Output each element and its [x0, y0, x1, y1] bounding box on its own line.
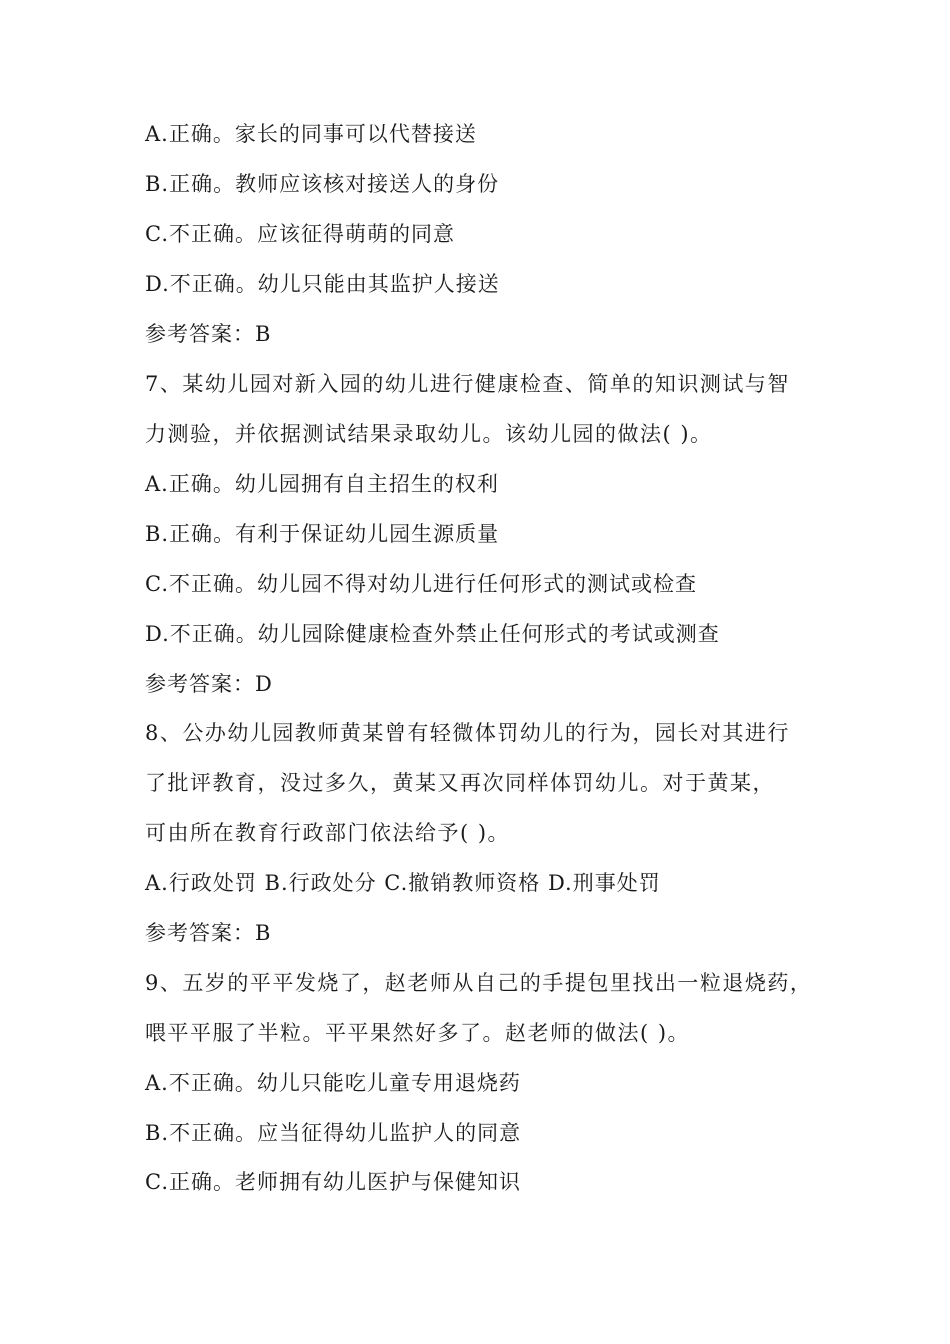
question-line: 9、五岁的平平发烧了，赵老师从自己的手提包里找出一粒退烧药，	[145, 971, 813, 995]
option-line: A.正确。幼儿园拥有自主招生的权利	[145, 472, 499, 496]
option-line: C.不正确。幼儿园不得对幼儿进行任何形式的测试或检查	[145, 572, 697, 596]
option-line: A.不正确。幼儿只能吃儿童专用退烧药	[145, 1071, 521, 1095]
answer-line: 参考答案：B	[145, 322, 272, 346]
option-line: A.正确。家长的同事可以代替接送	[145, 122, 477, 146]
question-line: 8、公办幼儿园教师黄某曾有轻微体罚幼儿的行为，园长对其进行	[145, 721, 790, 745]
question-line: 力测验，并依据测试结果录取幼儿。该幼儿园的做法( )。	[145, 422, 713, 446]
option-line: B.正确。有利于保证幼儿园生源质量	[145, 522, 500, 546]
question-line: 了批评教育，没过多久，黄某又再次同样体罚幼儿。对于黄某，	[145, 771, 775, 795]
question-line: 喂平平服了半粒。平平果然好多了。赵老师的做法( )。	[145, 1021, 691, 1045]
question-line: 可由所在教育行政部门依法给予( )。	[145, 821, 511, 845]
option-line: D.不正确。幼儿园除健康检查外禁止任何形式的考试或测查	[145, 622, 720, 646]
answer-line: 参考答案：D	[145, 672, 273, 696]
option-line: D.不正确。幼儿只能由其监护人接送	[145, 272, 500, 296]
option-line: B.正确。教师应该核对接送人的身份	[145, 172, 500, 196]
answer-line: 参考答案：B	[145, 921, 272, 945]
option-line: C.不正确。应该征得萌萌的同意	[145, 222, 455, 246]
option-line: A.行政处罚 B.行政处分 C.撤销教师资格 D.刑事处罚	[145, 871, 661, 895]
option-line: C.正确。老师拥有幼儿医护与保健知识	[145, 1170, 521, 1194]
question-line: 7、某幼儿园对新入园的幼儿进行健康检查、简单的知识测试与智	[145, 372, 790, 396]
option-line: B.不正确。应当征得幼儿监护人的同意	[145, 1121, 522, 1145]
